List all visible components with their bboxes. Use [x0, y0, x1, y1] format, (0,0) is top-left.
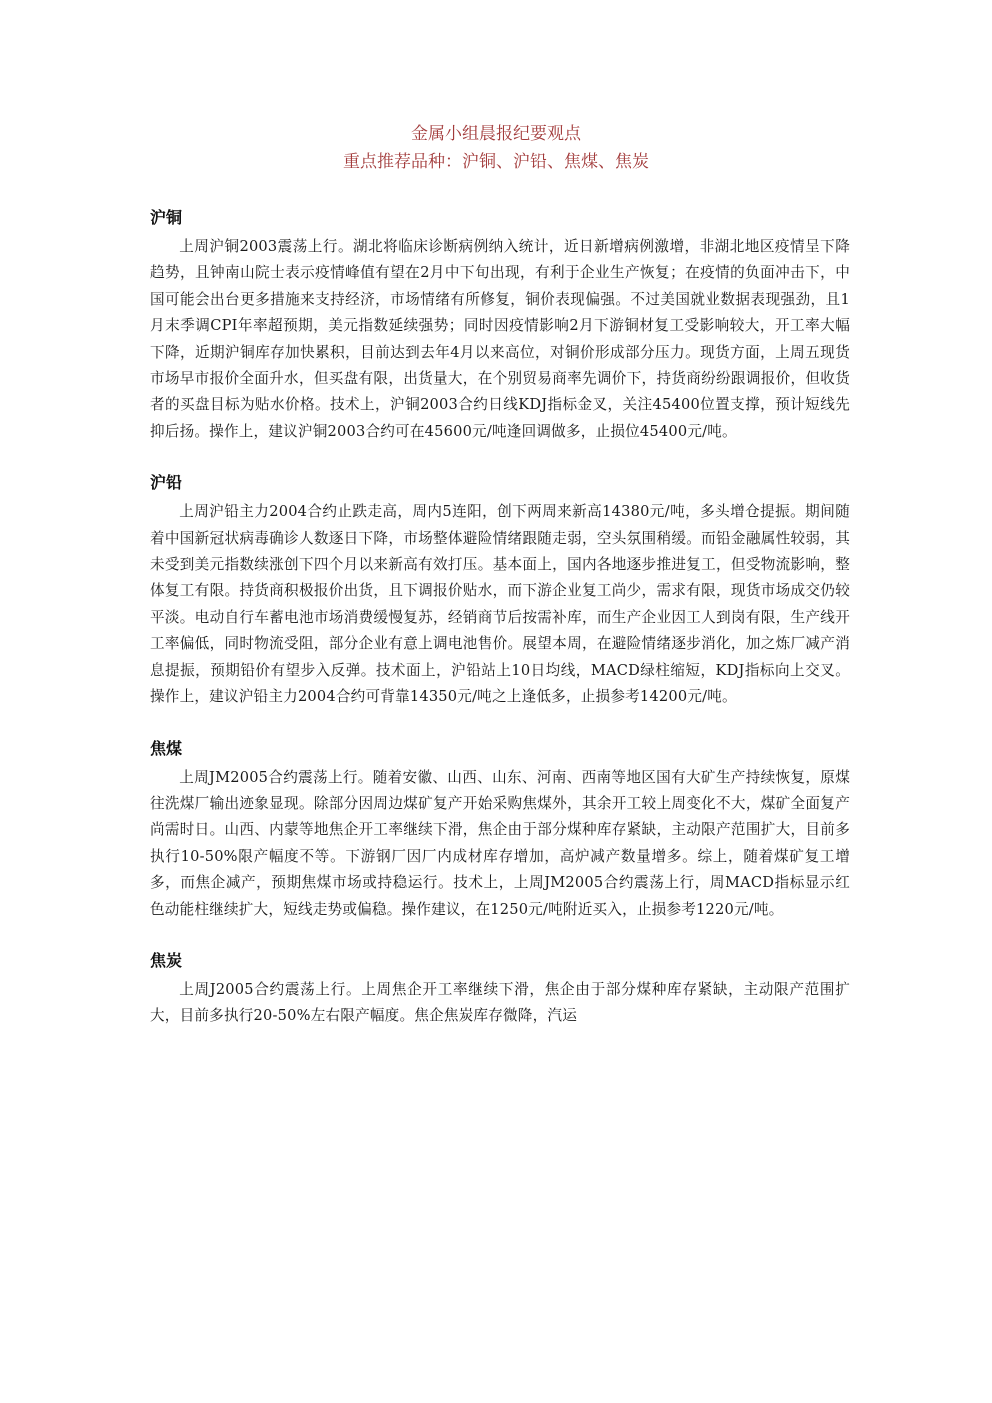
section-heading: 沪铜	[150, 208, 183, 227]
section-coke	[150, 949, 850, 1030]
section-paragraph: 上周J2005合约震荡上行。上周焦企开工率继续下滑，焦企由于部分煤种库存紧缺，主动限产范围扩大，目前多执行20-50%左右限产幅度。焦企焦炭库存微降，汽运	[150, 980, 850, 1025]
document-header	[0, 120, 992, 176]
section-paragraph: 上周JM2005合约震荡上行。随着安徽、山西、山东、河南、西南等地区国有大矿生产持续恢复，原煤往洗煤厂输出迹象显现。除部分因周边煤矿复产开始采购焦煤外，其余开工较上周变化不大，煤矿全面复产尚需时日。山西、内蒙等地焦企开工率继续下滑，焦企由于部分煤种库存紧缺，主动限产范围扩大，目前多执行10-50%限产幅度不等。下游钢厂因厂内成材库存增加，高炉减产数量增多。综上，随着煤矿复工增多，而焦企减产，预期焦煤市场或持稳运行。技术上，上周JM2005合约震荡上行，周MACD指标显示红色动能柱继续扩大，短线走势或偏稳。操作建议，在1250元/吨附近买入，止损参考1220元/吨。	[150, 768, 850, 918]
document-subtitle: 重点推荐品种：沪铜、沪铅、焦煤、焦炭	[343, 152, 649, 172]
section-heading: 沪铅	[150, 473, 183, 493]
section-heading: 焦煤	[150, 738, 183, 758]
section-copper	[150, 206, 850, 445]
section-coking-coal	[150, 737, 850, 923]
section-lead	[150, 471, 850, 710]
document-title: 金属小组晨报纪要观点	[411, 124, 581, 144]
section-heading: 焦炭	[150, 950, 183, 970]
section-paragraph: 上周沪铜2003震荡上行。湖北将临床诊断病例纳入统计，近日新增病例激增，非湖北地区疫情呈下降趋势，且钟南山院士表示疫情峰值有望在2月中下旬出现，有利于企业生产恢复；在疫情的负面冲击下，中国可能会出台更多措施来支持经济，市场情绪有所修复，铜价表现偏强。不过美国就业数据表现强劲，且1月末季调CPI年率超预期，美元指数延续强势；同时因疫情影响2月下游铜材复工受影响较大，开工率大幅下降，近期沪铜库存加快累积，目前达到去年4月以来高位，对铜价形成部分压力。现货方面，上周五现货市场早市报价全面升水，但买盘有限，出货量大，在个别贸易商率先调价下，持货商纷纷跟调报价，但收货者的买盘目标为贴水价格。技术上，沪铜2003合约日线KDJ指标金叉，关注45400位置支撑，预计短线先抑后扬。操作上，建议沪铜2003合约可在45600元/吨逢回调做多，止损位45400元/吨。	[150, 238, 850, 440]
document-body	[150, 206, 850, 1056]
section-paragraph: 上周沪铅主力2004合约止跌走高，周内5连阳，创下两周来新高14380元/吨，多头增仓提振。期间随着中国新冠状病毒确诊人数逐日下降，市场整体避险情绪跟随走弱，空头氛围稍缓。而铅金融属性较弱，其未受到美元指数续涨创下四个月以来新高有效打压。基本面上，国内各地逐步推进复工，但受物流影响，整体复工有限。持货商积极报价出货，且下调报价贴水，而下游企业复工尚少，需求有限，现货市场成交仍较平淡。电动自行车蓄电池市场消费缓慢复苏，经销商节后按需补库，而生产企业因工人到岗有限，生产线开工率偏低，同时物流受阻，部分企业有意上调电池售价。展望本周，在避险情绪逐步消化，加之炼厂减产消息提振，预期铅价有望步入反弹。技术面上，沪铅站上10日均线，MACD绿柱缩短，KDJ指标向上交叉。操作上，建议沪铅主力2004合约可背靠14350元/吨之上逢低多，止损参考14200元/吨。	[150, 503, 850, 706]
